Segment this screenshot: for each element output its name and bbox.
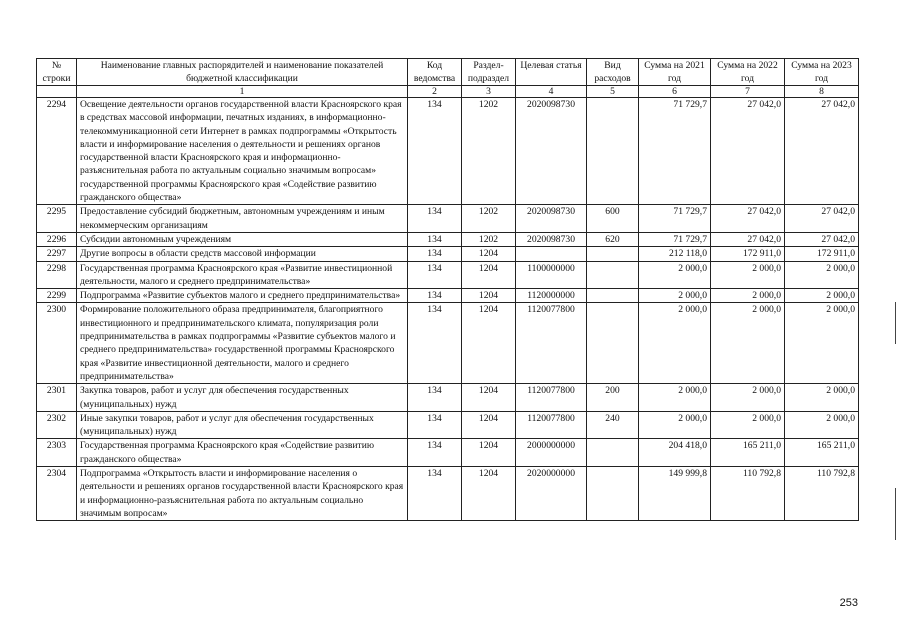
column-index-row bbox=[37, 86, 859, 98]
row-number-cell: 2303 bbox=[37, 439, 77, 467]
sum-2021-cell: 71 729,7 bbox=[639, 205, 711, 233]
row-name-cell: Субсидии автономным учреждениям bbox=[77, 232, 408, 246]
budget-table bbox=[36, 58, 859, 521]
section-cell: 1204 bbox=[462, 411, 516, 439]
section-cell: 1204 bbox=[462, 303, 516, 384]
scan-edge-mark bbox=[895, 302, 896, 344]
target-article-cell: 1100000000 bbox=[516, 261, 587, 289]
dept-code-cell: 134 bbox=[408, 205, 462, 233]
dept-code-cell: 134 bbox=[408, 232, 462, 246]
sum-2023-cell: 2 000,0 bbox=[785, 411, 859, 439]
index-cell: 5 bbox=[587, 86, 639, 98]
index-cell: 1 bbox=[77, 86, 408, 98]
row-name-cell: Освещение деятельности органов государственной власти Красноярского края в средствах массовой информации, печатных изданиях, в информационно-телекоммуникационной сети Интернет в рамках подпрограммы «Открытость власти и информирование населения о деятельности и решениях органов государственной власти Красноярского края и информационно-разъяснительная работа по актуальным социально значимым вопросам» государственной программы Красноярского края «Содействие развитию гражданского общества» bbox=[77, 98, 408, 205]
target-article-cell: 1120000000 bbox=[516, 289, 587, 303]
target-article-cell: 1120077800 bbox=[516, 303, 587, 384]
target-article-cell: 2020000000 bbox=[516, 467, 587, 521]
header-name: Наименование главных распорядителей и наименование показателей бюджетной классификации bbox=[77, 59, 408, 86]
target-article-cell: 1120077800 bbox=[516, 384, 587, 412]
table-row bbox=[37, 439, 859, 467]
index-cell: 3 bbox=[462, 86, 516, 98]
sum-2021-cell: 204 418,0 bbox=[639, 439, 711, 467]
sum-2022-cell: 2 000,0 bbox=[711, 261, 785, 289]
sum-2023-cell: 165 211,0 bbox=[785, 439, 859, 467]
index-cell: 2 bbox=[408, 86, 462, 98]
table-body bbox=[37, 98, 859, 521]
row-number-cell: 2300 bbox=[37, 303, 77, 384]
section-cell: 1204 bbox=[462, 247, 516, 261]
sum-2023-cell: 27 042,0 bbox=[785, 98, 859, 205]
sum-2022-cell: 27 042,0 bbox=[711, 232, 785, 246]
sum-2023-cell: 2 000,0 bbox=[785, 303, 859, 384]
header-expense-kind: Вид расходов bbox=[587, 59, 639, 86]
sum-2022-cell: 2 000,0 bbox=[711, 289, 785, 303]
table-row bbox=[37, 261, 859, 289]
dept-code-cell: 134 bbox=[408, 98, 462, 205]
table-row bbox=[37, 303, 859, 384]
row-number-cell: 2296 bbox=[37, 232, 77, 246]
header-row-number: № строки bbox=[37, 59, 77, 86]
dept-code-cell: 134 bbox=[408, 261, 462, 289]
expense-kind-cell bbox=[587, 439, 639, 467]
expense-kind-cell: 240 bbox=[587, 411, 639, 439]
table-row bbox=[37, 289, 859, 303]
dept-code-cell: 134 bbox=[408, 247, 462, 261]
header-section: Раздел-подраздел bbox=[462, 59, 516, 86]
row-name-cell: Формирование положительного образа предпринимателя, благоприятного инвестиционного и предпринимательского климата, популяризация роли предпринимательства в рамках подпрограммы «Развитие субъектов малого и среднего предпринимательства» государственной программы Красноярского края «Развитие инвестиционной деятельности, малого и среднего предпринимательства» bbox=[77, 303, 408, 384]
expense-kind-cell bbox=[587, 261, 639, 289]
sum-2022-cell: 172 911,0 bbox=[711, 247, 785, 261]
dept-code-cell: 134 bbox=[408, 467, 462, 521]
row-number-cell: 2294 bbox=[37, 98, 77, 205]
sum-2023-cell: 110 792,8 bbox=[785, 467, 859, 521]
dept-code-cell: 134 bbox=[408, 303, 462, 384]
row-name-cell: Государственная программа Красноярского края «Развитие инвестиционной деятельности, малого и среднего предпринимательства» bbox=[77, 261, 408, 289]
section-cell: 1204 bbox=[462, 384, 516, 412]
sum-2021-cell: 149 999,8 bbox=[639, 467, 711, 521]
sum-2021-cell: 2 000,0 bbox=[639, 303, 711, 384]
row-number-cell: 2301 bbox=[37, 384, 77, 412]
table-row bbox=[37, 467, 859, 521]
target-article-cell: 1120077800 bbox=[516, 411, 587, 439]
expense-kind-cell bbox=[587, 303, 639, 384]
target-article-cell: 2020098730 bbox=[516, 232, 587, 246]
sum-2022-cell: 27 042,0 bbox=[711, 205, 785, 233]
target-article-cell: 2020098730 bbox=[516, 205, 587, 233]
section-cell: 1202 bbox=[462, 98, 516, 205]
dept-code-cell: 134 bbox=[408, 384, 462, 412]
sum-2023-cell: 2 000,0 bbox=[785, 261, 859, 289]
target-article-cell: 2020098730 bbox=[516, 98, 587, 205]
row-number-cell: 2299 bbox=[37, 289, 77, 303]
sum-2021-cell: 212 118,0 bbox=[639, 247, 711, 261]
expense-kind-cell bbox=[587, 467, 639, 521]
index-cell bbox=[37, 86, 77, 98]
header-sum-2021: Сумма на 2021 год bbox=[639, 59, 711, 86]
dept-code-cell: 134 bbox=[408, 439, 462, 467]
expense-kind-cell: 620 bbox=[587, 232, 639, 246]
section-cell: 1202 bbox=[462, 232, 516, 246]
scan-edge-mark bbox=[895, 488, 896, 540]
sum-2023-cell: 2 000,0 bbox=[785, 289, 859, 303]
header-target-article: Целевая статья bbox=[516, 59, 587, 86]
header-sum-2022: Сумма на 2022 год bbox=[711, 59, 785, 86]
row-name-cell: Подпрограмма «Открытость власти и информирование населения о деятельности и решениях органов государственной власти Красноярского края и информационно-разъяснительная работа по актуальным социально значимым вопросам» bbox=[77, 467, 408, 521]
expense-kind-cell bbox=[587, 98, 639, 205]
sum-2023-cell: 172 911,0 bbox=[785, 247, 859, 261]
index-cell: 6 bbox=[639, 86, 711, 98]
index-cell: 8 bbox=[785, 86, 859, 98]
header-sum-2023: Сумма на 2023 год bbox=[785, 59, 859, 86]
target-article-cell: 2000000000 bbox=[516, 439, 587, 467]
table-header-row bbox=[37, 59, 859, 86]
expense-kind-cell bbox=[587, 247, 639, 261]
header-dept-code: Код ведомства bbox=[408, 59, 462, 86]
table-row bbox=[37, 205, 859, 233]
sum-2021-cell: 2 000,0 bbox=[639, 411, 711, 439]
dept-code-cell: 134 bbox=[408, 411, 462, 439]
table-row bbox=[37, 384, 859, 412]
dept-code-cell: 134 bbox=[408, 289, 462, 303]
row-name-cell: Закупка товаров, работ и услуг для обеспечения государственных (муниципальных) нужд bbox=[77, 384, 408, 412]
expense-kind-cell: 600 bbox=[587, 205, 639, 233]
sum-2022-cell: 2 000,0 bbox=[711, 303, 785, 384]
row-name-cell: Предоставление субсидий бюджетным, автономным учреждениям и иным некоммерческим организациям bbox=[77, 205, 408, 233]
table-row bbox=[37, 411, 859, 439]
target-article-cell bbox=[516, 247, 587, 261]
page-number: 253 bbox=[839, 597, 858, 609]
index-cell: 7 bbox=[711, 86, 785, 98]
section-cell: 1204 bbox=[462, 289, 516, 303]
section-cell: 1204 bbox=[462, 439, 516, 467]
sum-2021-cell: 2 000,0 bbox=[639, 289, 711, 303]
sum-2021-cell: 2 000,0 bbox=[639, 384, 711, 412]
row-number-cell: 2302 bbox=[37, 411, 77, 439]
row-number-cell: 2295 bbox=[37, 205, 77, 233]
table-row bbox=[37, 232, 859, 246]
sum-2022-cell: 27 042,0 bbox=[711, 98, 785, 205]
row-name-cell: Другие вопросы в области средств массовой информации bbox=[77, 247, 408, 261]
table-row bbox=[37, 247, 859, 261]
row-number-cell: 2298 bbox=[37, 261, 77, 289]
row-name-cell: Иные закупки товаров, работ и услуг для обеспечения государственных (муниципальных) нужд bbox=[77, 411, 408, 439]
sum-2022-cell: 165 211,0 bbox=[711, 439, 785, 467]
section-cell: 1204 bbox=[462, 261, 516, 289]
section-cell: 1204 bbox=[462, 467, 516, 521]
row-name-cell: Подпрограмма «Развитие субъектов малого и среднего предпринимательства» bbox=[77, 289, 408, 303]
sum-2023-cell: 27 042,0 bbox=[785, 232, 859, 246]
row-number-cell: 2304 bbox=[37, 467, 77, 521]
expense-kind-cell bbox=[587, 289, 639, 303]
expense-kind-cell: 200 bbox=[587, 384, 639, 412]
sum-2022-cell: 2 000,0 bbox=[711, 411, 785, 439]
sum-2021-cell: 71 729,7 bbox=[639, 98, 711, 205]
sum-2023-cell: 27 042,0 bbox=[785, 205, 859, 233]
sum-2021-cell: 2 000,0 bbox=[639, 261, 711, 289]
table-row bbox=[37, 98, 859, 205]
row-number-cell: 2297 bbox=[37, 247, 77, 261]
index-cell: 4 bbox=[516, 86, 587, 98]
row-name-cell: Государственная программа Красноярского края «Содействие развитию гражданского общества» bbox=[77, 439, 408, 467]
sum-2022-cell: 110 792,8 bbox=[711, 467, 785, 521]
section-cell: 1202 bbox=[462, 205, 516, 233]
sum-2023-cell: 2 000,0 bbox=[785, 384, 859, 412]
sum-2022-cell: 2 000,0 bbox=[711, 384, 785, 412]
sum-2021-cell: 71 729,7 bbox=[639, 232, 711, 246]
